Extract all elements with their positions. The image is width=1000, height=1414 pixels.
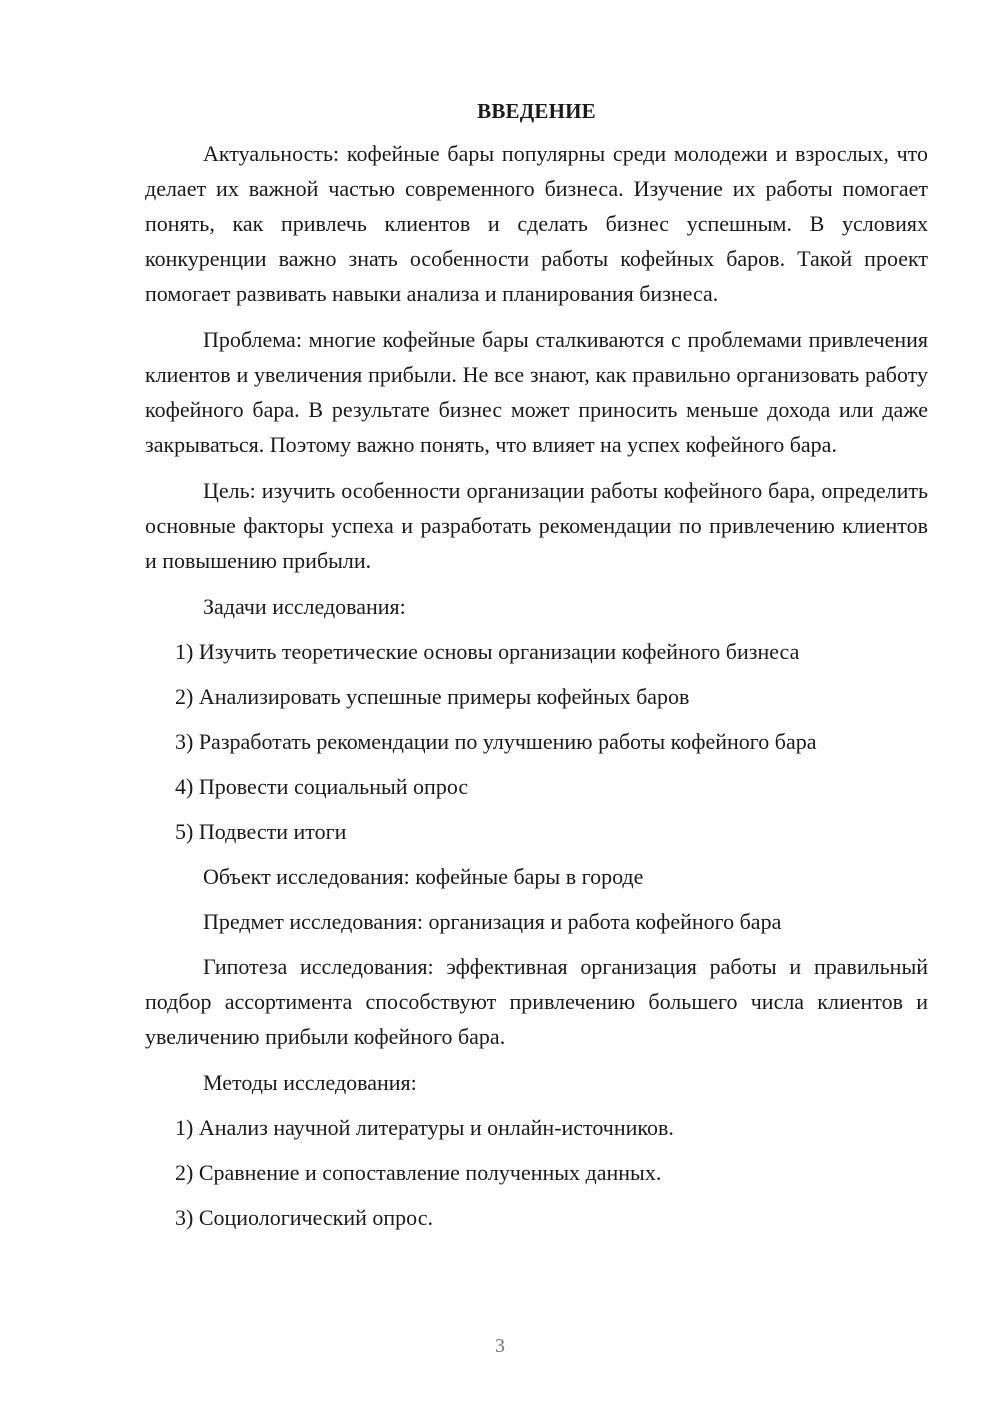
list-item: 2) Сравнение и сопоставление полученных данных. xyxy=(175,1160,662,1185)
list-item: 5) Подвести итоги xyxy=(175,819,347,844)
tasks-heading: Задачи исследования: xyxy=(203,594,406,619)
hypothesis-paragraph: Гипотеза исследования: эффективная организация работы и правильный подбор ассортимента способствуют привлечению большего числа клиентов и увеличению прибыли кофейного бара. xyxy=(145,954,928,1049)
subject-paragraph: Предмет исследования: организация и работа кофейного бара xyxy=(203,909,782,934)
problem-paragraph: Проблема: многие кофейные бары сталкиваются с проблемами привлечения клиентов и увеличения прибыли. Не все знают, как правильно организовать работу кофейного бара. В результате бизнес может приносить меньше дохода или даже закрываться. Поэтому важно понять, что влияет на успех кофейного бара. xyxy=(145,327,928,457)
page-title: ВВЕДЕНИЕ xyxy=(477,99,596,123)
list-item: 3) Разработать рекомендации по улучшению работы кофейного бара xyxy=(175,729,817,754)
list-item: 2) Анализировать успешные примеры кофейных баров xyxy=(175,684,690,709)
list-item: 1) Изучить теоретические основы организации кофейного бизнеса xyxy=(175,639,800,664)
tasks-list xyxy=(145,634,928,849)
methods-heading: Методы исследования: xyxy=(203,1070,417,1095)
methods-list xyxy=(145,1110,928,1235)
relevance-paragraph: Актуальность: кофейные бары популярны среди молодежи и взрослых, что делает их важной частью современного бизнеса. Изучение их работы помогает понять, как привлечь клиентов и сделать бизнес успешным. В условиях конкуренции важно знать особенности работы кофейных баров. Такой проект помогает развивать навыки анализа и планирования бизнеса. xyxy=(145,141,928,306)
list-item: 1) Анализ научной литературы и онлайн-источников. xyxy=(175,1115,674,1140)
object-paragraph: Объект исследования: кофейные бары в городе xyxy=(203,864,644,889)
goal-paragraph: Цель: изучить особенности организации работы кофейного бара, определить основные факторы успеха и разработать рекомендации по привлечению клиентов и повышению прибыли. xyxy=(145,478,928,573)
list-item: 3) Социологический опрос. xyxy=(175,1205,433,1230)
page-content xyxy=(145,96,928,1245)
page-number: 3 xyxy=(495,1335,505,1357)
list-item: 4) Провести социальный опрос xyxy=(175,774,469,799)
